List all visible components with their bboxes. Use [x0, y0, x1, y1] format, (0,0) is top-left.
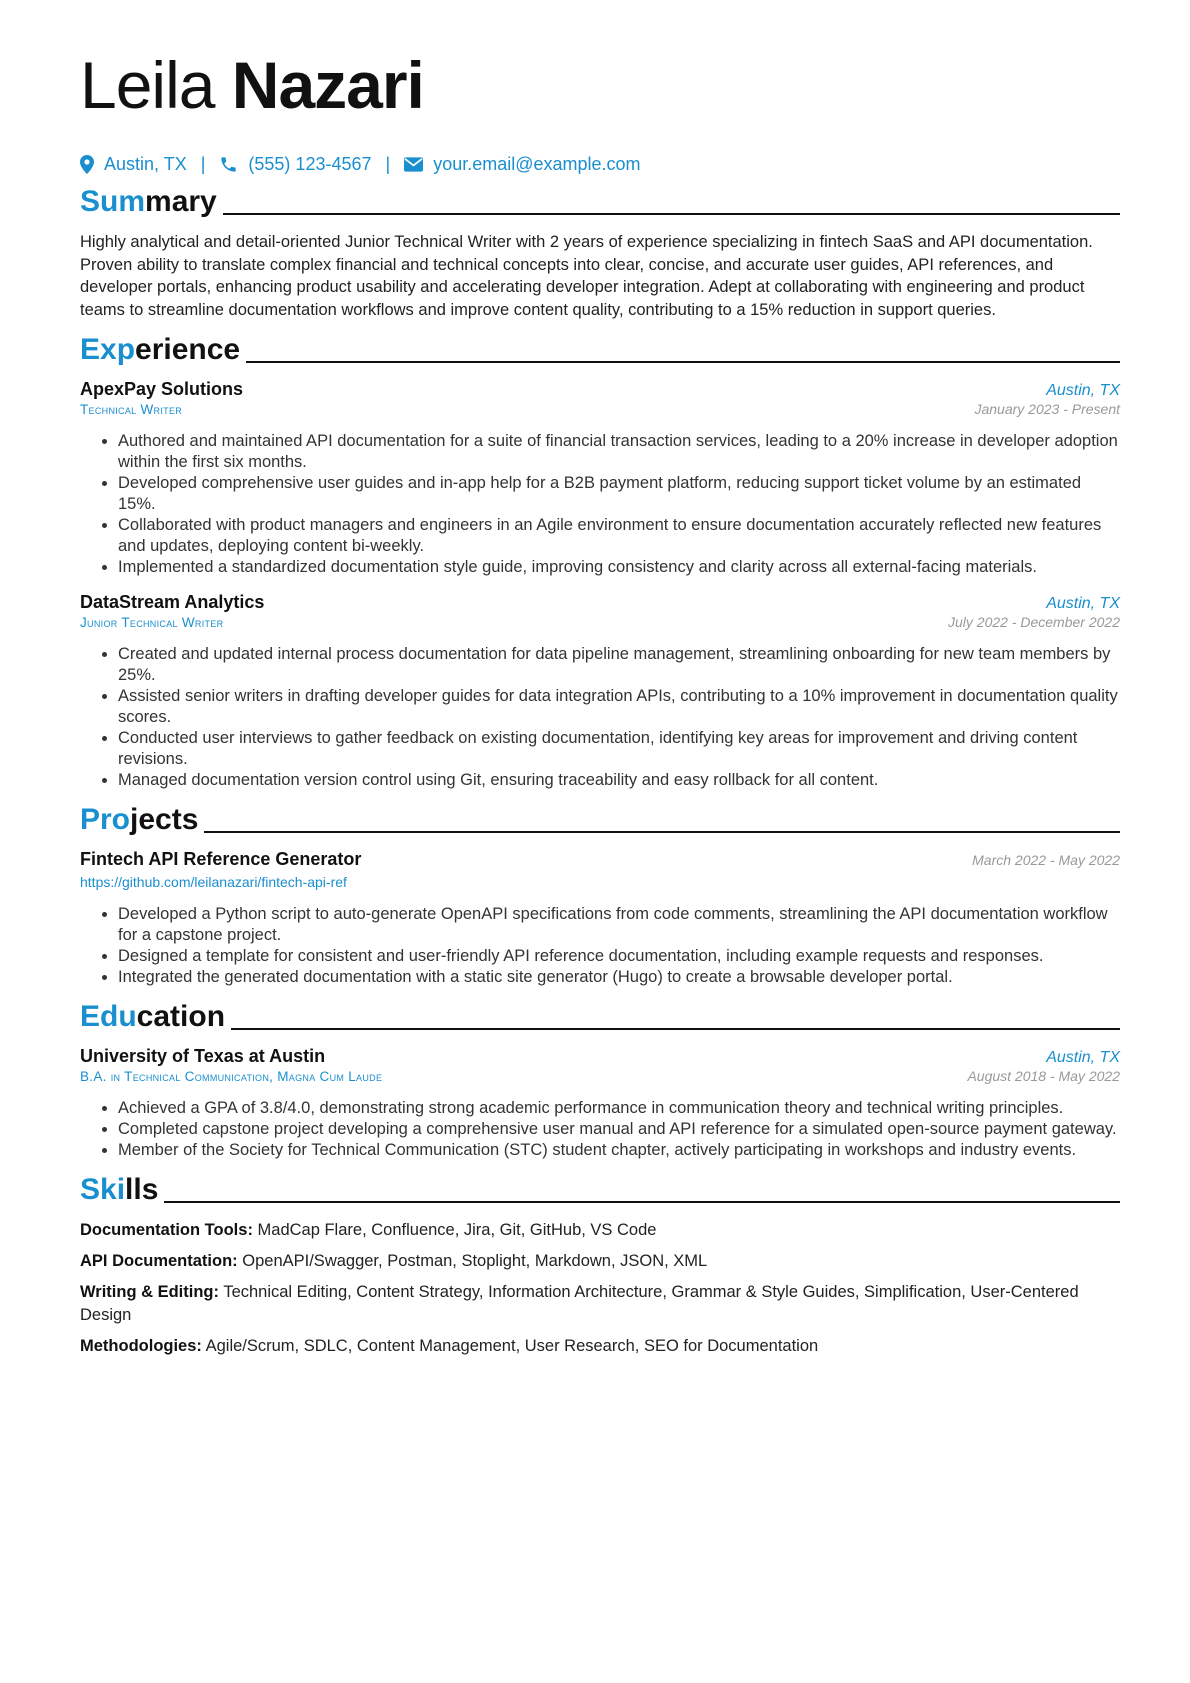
- bullet-item: • Managed documentation version control using Git, ensuring traceability and easy rollback for all content.: [118, 770, 1120, 791]
- skill-value: OpenAPI/Swagger, Postman, Stoplight, Markdown, JSON, XML: [242, 1252, 708, 1270]
- skill-row: [80, 1281, 1120, 1327]
- bullet-item: • Achieved a GPA of 3.8/4.0, demonstrating strong academic performance in communication theory and technical writing principles.: [118, 1098, 1120, 1119]
- map-pin-icon: [80, 155, 94, 174]
- skills-list: [80, 1219, 1120, 1358]
- job-location: Austin, TX: [1046, 382, 1120, 399]
- envelope-icon: [404, 157, 423, 172]
- skill-label: Methodologies:: [80, 1337, 202, 1355]
- bullet-list: [80, 644, 1120, 791]
- section-title: Projects: [80, 803, 199, 836]
- job-title: Junior Technical Writer: [80, 615, 224, 630]
- job-location: Austin, TX: [1046, 595, 1120, 612]
- bullet-item: • Conducted user interviews to gather feedback on existing documentation, identifying key areas for improvement and driving content revisions.: [118, 728, 1120, 770]
- education-entry: [80, 1046, 1120, 1161]
- section-rule: [223, 213, 1120, 215]
- skill-value: MadCap Flare, Confluence, Jira, Git, GitHub, VS Code: [257, 1221, 657, 1239]
- skill-label: API Documentation:: [80, 1252, 238, 1270]
- school-name: University of Texas at Austin: [80, 1046, 326, 1066]
- job-title: Technical Writer: [80, 402, 183, 417]
- bullet-item: • Developed a Python script to auto-generate OpenAPI specifications from code comments, streamlining the API documentation workflow for a capstone project.: [118, 904, 1120, 946]
- bullet-item: • Integrated the generated documentation with a static site generator (Hugo) to create a browsable developer portal.: [118, 967, 1120, 988]
- employer-name: DataStream Analytics: [80, 592, 265, 612]
- first-name: Leila: [80, 48, 215, 122]
- bullet-item: • Developed comprehensive user guides and in-app help for a B2B payment platform, reducing support ticket volume by an estimated 15%.: [118, 473, 1120, 515]
- section-rule: [204, 831, 1120, 833]
- project-name: Fintech API Reference Generator: [80, 849, 362, 869]
- school-location: Austin, TX: [1046, 1049, 1120, 1066]
- project-link[interactable]: https://github.com/leilanazari/fintech-api-ref: [80, 874, 347, 890]
- contact-separator: |: [385, 154, 391, 174]
- experience-entry: [80, 592, 1120, 791]
- skills-heading: [80, 1175, 1120, 1205]
- contact-email[interactable]: [404, 154, 640, 175]
- phone-icon: [219, 155, 238, 174]
- skill-row: [80, 1250, 1120, 1273]
- section-title: Summary: [80, 185, 217, 218]
- bullet-item: • Assisted senior writers in drafting developer guides for data integration APIs, contributing to a 10% improvement in documentation quality scores.: [118, 686, 1120, 728]
- experience-heading: [80, 335, 1120, 365]
- bullet-item: • Implemented a standardized documentation style guide, improving consistency and clarity across all external-facing materials.: [118, 557, 1120, 578]
- bullet-item: • Collaborated with product managers and engineers in an Agile environment to ensure documentation accurately reflected new features and updates, deploying content bi-weekly.: [118, 515, 1120, 557]
- bullet-item: • Authored and maintained API documentation for a suite of financial transaction services, leading to a 20% increase in developer adoption within the first six months.: [118, 431, 1120, 473]
- bullet-list: [80, 431, 1120, 578]
- bullet-item: • Completed capstone project developing a comprehensive user manual and API reference for a simulated open-source payment gateway.: [118, 1119, 1120, 1140]
- bullet-item: • Created and updated internal process documentation for data pipeline management, streamlining onboarding for new team members by 25%.: [118, 644, 1120, 686]
- section-rule: [246, 361, 1120, 363]
- summary-heading: [80, 187, 1120, 217]
- experience-entry: [80, 379, 1120, 578]
- section-title: Education: [80, 1000, 226, 1033]
- education-dates: August 2018 - May 2022: [967, 1068, 1120, 1084]
- skill-row: [80, 1335, 1120, 1358]
- section-rule: [231, 1028, 1120, 1030]
- skill-row: [80, 1219, 1120, 1242]
- email-link: your.email@example.com: [433, 154, 641, 174]
- skill-label: Documentation Tools:: [80, 1221, 253, 1239]
- skill-value: Agile/Scrum, SDLC, Content Management, User Research, SEO for Documentation: [205, 1337, 819, 1355]
- section-title: Skills: [80, 1173, 159, 1206]
- education-heading: [80, 1002, 1120, 1032]
- skill-value: Technical Editing, Content Strategy, Information Architecture, Grammar & Style Guides, Simplification, User-Centered Design: [80, 1283, 1079, 1324]
- phone-text: (555) 123-4567: [248, 154, 372, 174]
- employer-name: ApexPay Solutions: [80, 379, 244, 399]
- contact-line: [80, 154, 1120, 175]
- project-dates: March 2022 - May 2022: [972, 852, 1120, 868]
- contact-location: [80, 154, 187, 175]
- contact-phone[interactable]: [219, 154, 371, 175]
- candidate-name: [80, 48, 1120, 122]
- summary-text: Highly analytical and detail-oriented Junior Technical Writer with 2 years of experience specializing in fintech SaaS and API documentation. Proven ability to translate complex financial and technical concepts into clear, concise, and accurate user guides, API references, and developer portals, enhancing product usability and accelerating developer integration. Adept at collaborating with engineering and product teams to streamline documentation workflows and improve content quality, contributing to a 15% reduction in support queries.: [80, 233, 1093, 319]
- job-dates: January 2023 - Present: [974, 401, 1120, 417]
- projects-heading: [80, 805, 1120, 835]
- bullet-list: [80, 904, 1120, 988]
- location-text: Austin, TX: [104, 154, 187, 174]
- last-name: Nazari: [231, 48, 424, 122]
- contact-separator: |: [200, 154, 206, 174]
- bullet-item: • Designed a template for consistent and user-friendly API reference documentation, including example requests and responses.: [118, 946, 1120, 967]
- bullet-item: • Member of the Society for Technical Communication (STC) student chapter, actively participating in workshops and industry events.: [118, 1140, 1120, 1161]
- section-rule: [164, 1201, 1120, 1203]
- section-title: Experience: [80, 333, 241, 366]
- degree: B.A. in Technical Communication, Magna Cum Laude: [80, 1069, 383, 1084]
- bullet-list: [80, 1098, 1120, 1161]
- skill-label: Writing & Editing:: [80, 1283, 220, 1301]
- project-entry: [80, 849, 1120, 988]
- job-dates: July 2022 - December 2022: [948, 614, 1120, 630]
